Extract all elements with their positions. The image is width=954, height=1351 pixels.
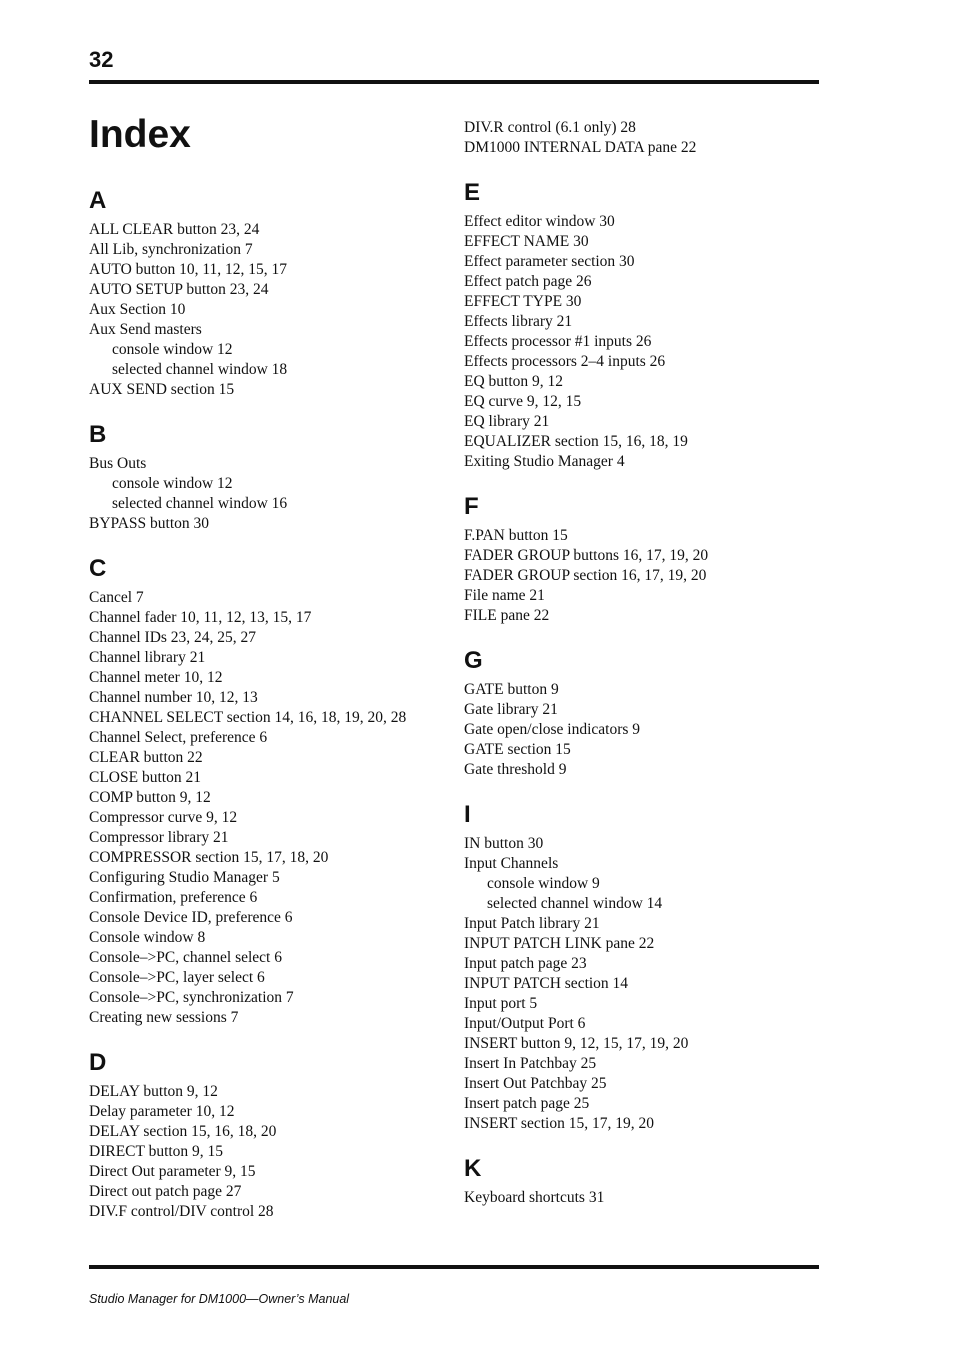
index-subentry: selected channel window 18 [112, 361, 288, 378]
index-entry: BYPASS button 30 [89, 515, 210, 532]
section-letter: E [464, 179, 481, 206]
footer-text: Studio Manager for DM1000—Owner’s Manual [89, 1292, 350, 1306]
index-entry: Direct Out parameter 9, 15 [89, 1163, 256, 1180]
index-entry: COMPRESSOR section 15, 17, 18, 20 [89, 849, 329, 866]
index-entry: Compressor curve 9, 12 [89, 809, 238, 826]
index-entry: F.PAN button 15 [464, 527, 568, 544]
index-entry: FADER GROUP section 16, 17, 19, 20 [464, 567, 707, 584]
index-entry: Effect parameter section 30 [464, 253, 635, 270]
index-section [89, 554, 459, 1028]
index-entry: Aux Section 10 [89, 301, 186, 318]
index-entry: EQUALIZER section 15, 16, 18, 19 [464, 433, 688, 450]
index-entry: Effects processors 2–4 inputs 26 [464, 353, 666, 370]
index-entry: Channel number 10, 12, 13 [89, 689, 258, 706]
index-entry: Console window 8 [89, 929, 206, 946]
page-number: 32 [89, 47, 114, 72]
index-entry: All Lib, synchronization 7 [89, 241, 253, 258]
header-rule [89, 80, 819, 84]
index-section [464, 800, 834, 1134]
index-entry: Aux Send masters [89, 321, 202, 338]
index-entry: DIRECT button 9, 15 [89, 1143, 224, 1160]
index-subentry: selected channel window 16 [112, 495, 288, 512]
index-entry: Console–>PC, synchronization 7 [89, 989, 294, 1006]
index-subentry: console window 12 [112, 475, 233, 492]
index-entry: Direct out patch page 27 [89, 1183, 242, 1200]
index-column-left [89, 186, 459, 1242]
index-entry: Effects processor #1 inputs 26 [464, 333, 652, 350]
index-entry: Compressor library 21 [89, 829, 229, 846]
index-entry: File name 21 [464, 587, 545, 604]
page-title: Index [89, 113, 191, 156]
index-continuation [464, 118, 834, 158]
index-entry: AUTO button 10, 11, 12, 15, 17 [89, 261, 288, 278]
index-entry: INPUT PATCH section 14 [464, 975, 629, 992]
index-entry: Insert patch page 25 [464, 1095, 590, 1112]
section-letter: G [464, 647, 483, 674]
index-column-right [464, 118, 834, 1228]
index-entry: Channel fader 10, 11, 12, 13, 15, 17 [89, 609, 312, 626]
index-entry: Effect editor window 30 [464, 213, 615, 230]
index-entry: AUX SEND section 15 [89, 381, 235, 398]
section-letter: K [464, 1155, 482, 1182]
index-entry: Creating new sessions 7 [89, 1009, 239, 1026]
index-subentry: selected channel window 14 [487, 895, 663, 912]
index-entry: Input Patch library 21 [464, 915, 600, 932]
index-entry: Channel IDs 23, 24, 25, 27 [89, 629, 257, 646]
index-entry: Console Device ID, preference 6 [89, 909, 293, 926]
index-entry: COMP button 9, 12 [89, 789, 211, 806]
index-entry: Keyboard shortcuts 31 [464, 1189, 605, 1206]
index-section [89, 186, 459, 400]
index-subentry: console window 12 [112, 341, 233, 358]
footer-rule [89, 1265, 819, 1269]
index-section [89, 1048, 459, 1222]
index-entry: DIV.R control (6.1 only) 28 [464, 119, 636, 136]
index-entry: FADER GROUP buttons 16, 17, 19, 20 [464, 547, 709, 564]
index-entry: Gate library 21 [464, 701, 558, 718]
index-entry: Gate threshold 9 [464, 761, 567, 778]
index-entry: AUTO SETUP button 23, 24 [89, 281, 269, 298]
index-entry: CHANNEL SELECT section 14, 16, 18, 19, 20, 28 [89, 709, 407, 726]
index-entry: CLEAR button 22 [89, 749, 203, 766]
index-entry: Gate open/close indicators 9 [464, 721, 641, 738]
section-letter: A [89, 187, 107, 214]
index-entry: Console–>PC, layer select 6 [89, 969, 265, 986]
index-entry: EQ library 21 [464, 413, 550, 430]
index-entry: Insert In Patchbay 25 [464, 1055, 597, 1072]
index-section [89, 420, 459, 534]
index-entry: Delay parameter 10, 12 [89, 1103, 235, 1120]
index-entry: INSERT button 9, 12, 15, 17, 19, 20 [464, 1035, 689, 1052]
index-entry: FILE pane 22 [464, 607, 550, 624]
index-subentry: console window 9 [487, 875, 600, 892]
index-entry: Channel library 21 [89, 649, 206, 666]
index-entry: Bus Outs [89, 455, 147, 472]
index-section [464, 1154, 834, 1208]
index-entry: Confirmation, preference 6 [89, 889, 258, 906]
index-section [464, 646, 834, 780]
index-entry: Insert Out Patchbay 25 [464, 1075, 607, 1092]
index-entry: EFFECT NAME 30 [464, 233, 589, 250]
index-section [464, 178, 834, 472]
index-entry: Channel meter 10, 12 [89, 669, 223, 686]
section-letter: F [464, 493, 479, 520]
index-entry: Channel Select, preference 6 [89, 729, 268, 746]
index-entry: Console–>PC, channel select 6 [89, 949, 282, 966]
index-entry: DM1000 INTERNAL DATA pane 22 [464, 139, 697, 156]
index-entry: Effects library 21 [464, 313, 573, 330]
index-entry: Input port 5 [464, 995, 538, 1012]
index-entry: Effect patch page 26 [464, 273, 592, 290]
index-entry: ALL CLEAR button 23, 24 [89, 221, 260, 238]
index-entry: GATE section 15 [464, 741, 571, 758]
index-entry: DIV.F control/DIV control 28 [89, 1203, 274, 1220]
section-letter: B [89, 421, 107, 448]
index-entry: CLOSE button 21 [89, 769, 201, 786]
index-entry: INPUT PATCH LINK pane 22 [464, 935, 655, 952]
index-entry: Input patch page 23 [464, 955, 587, 972]
section-letter: I [464, 801, 471, 828]
index-entry: Input Channels [464, 855, 559, 872]
index-entry: Configuring Studio Manager 5 [89, 869, 280, 886]
section-letter: D [89, 1049, 107, 1076]
index-entry: INSERT section 15, 17, 19, 20 [464, 1115, 654, 1132]
index-entry: DELAY button 9, 12 [89, 1083, 218, 1100]
index-entry: EFFECT TYPE 30 [464, 293, 582, 310]
index-entry: GATE button 9 [464, 681, 559, 698]
index-entry: Input/Output Port 6 [464, 1015, 586, 1032]
index-entry: IN button 30 [464, 835, 544, 852]
index-entry: EQ button 9, 12 [464, 373, 564, 390]
index-entry: Cancel 7 [89, 589, 144, 606]
section-letter: C [89, 555, 107, 582]
index-section [464, 492, 834, 626]
index-entry: EQ curve 9, 12, 15 [464, 393, 582, 410]
index-entry: Exiting Studio Manager 4 [464, 453, 625, 470]
index-entry: DELAY section 15, 16, 18, 20 [89, 1123, 277, 1140]
